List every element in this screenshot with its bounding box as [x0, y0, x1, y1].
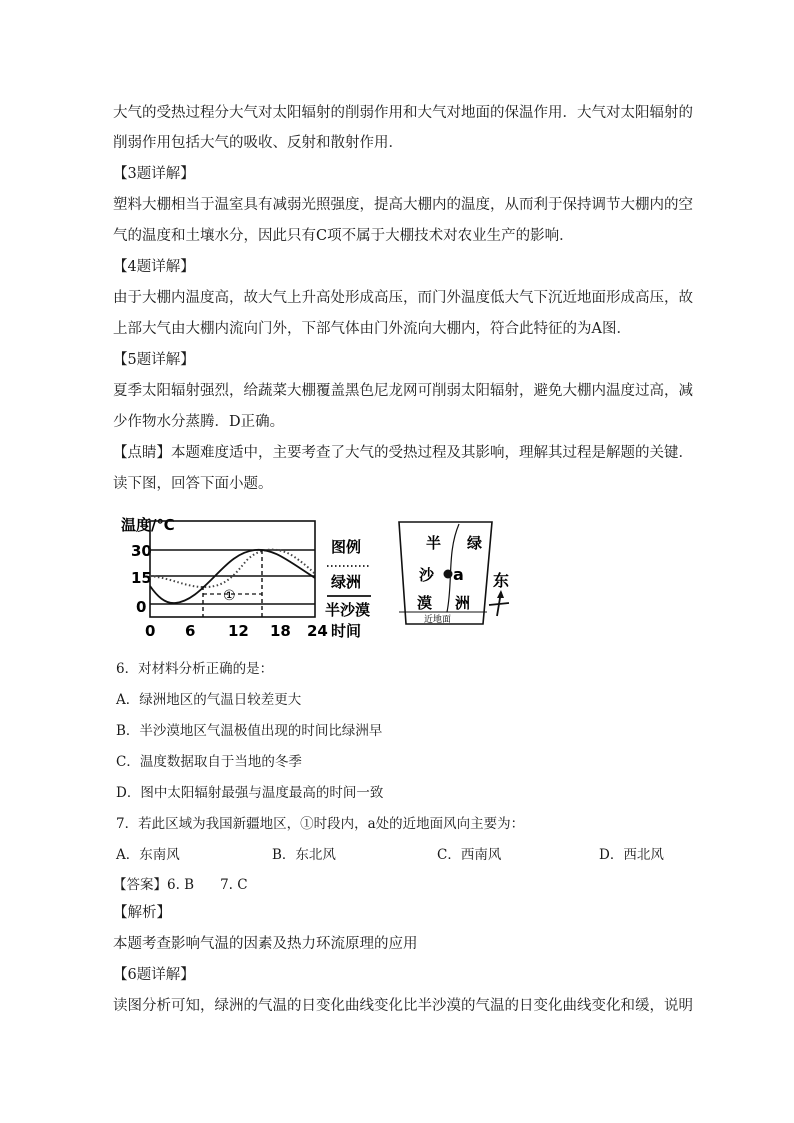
oasis-curve	[150, 550, 315, 587]
legend-title: 图例	[331, 538, 362, 556]
x-tick-label: 18	[270, 622, 291, 640]
east-label: 东	[493, 571, 510, 590]
map-oasis-char: 绿	[467, 534, 483, 552]
y-tick-label: 30	[131, 542, 152, 560]
question-6-stem: 6．对材料分析正确的是：	[116, 661, 274, 677]
question-7-stem: 7．若此区域为我国新疆地区，①时段内，a处的近地面风向主要为：	[116, 816, 525, 832]
x-tick-label: 0	[145, 622, 156, 640]
x-tick-label: 24	[307, 622, 328, 640]
y-tick-label: 15	[131, 569, 152, 587]
y-tick-label: 0	[136, 598, 147, 616]
map-desert-char: 沙	[419, 566, 435, 584]
x-tick-label: 6	[185, 622, 196, 640]
temperature-figure	[117, 512, 537, 644]
figure-instruction: 读下图，回答下面小题。	[113, 476, 273, 492]
analysis-intro: 本题考查影响气温的因素及热力环流原理的应用	[113, 936, 418, 952]
q6-option-a[interactable]: A．绿洲地区的气温日较差更大	[116, 692, 302, 708]
answer-tag: 【答案】	[113, 877, 167, 893]
paragraph-line: 削弱作用包括大气的吸收、反射和散射作用．	[113, 135, 403, 151]
period-mark: ①	[223, 588, 236, 604]
paragraph-line: 气的温度和土壤水分，因此只有C项不属于大棚技术对农业生产的影响．	[113, 228, 574, 244]
answer-6: 6. B	[167, 877, 195, 893]
q7-option-c[interactable]: C．西南风	[437, 847, 502, 863]
y-axis-label: 温度/℃	[121, 516, 175, 534]
north-arrow-cross	[489, 603, 509, 605]
section-heading: 【3题详解】	[113, 166, 195, 182]
q7-option-d[interactable]: D．西北风	[599, 847, 664, 863]
map-desert-char: 漠	[417, 594, 433, 612]
section-heading: 【5题详解】	[113, 352, 195, 368]
point-a-marker	[444, 570, 453, 579]
paragraph-line: 读图分析可知，绿洲的气温的日变化曲线变化比半沙漠的气温的日变化曲线变化和缓，说明	[113, 998, 693, 1014]
dianjing-note: 【点睛】本题难度适中，主要考查了大气的受热过程及其影响，理解其过程是解题的关键．	[113, 445, 693, 461]
analysis-tag: 【解析】	[113, 905, 171, 921]
q6-option-b[interactable]: B．半沙漠地区气温极值出现的时间比绿洲早	[116, 723, 383, 739]
answer-line	[113, 873, 248, 893]
paragraph-line: 上部大气由大棚内流向门外，下部气体由门外流向大棚内，符合此特征的为A图．	[113, 321, 631, 337]
q7-option-a[interactable]: A．东南风	[116, 847, 180, 863]
paragraph-line: 大气的受热过程分大气对太阳辐射的削弱作用和大气对地面的保温作用．大气对太阳辐射的	[113, 105, 693, 121]
q6-option-c[interactable]: C．温度数据取自于当地的冬季	[116, 754, 302, 770]
q7-option-b[interactable]: B．东北风	[272, 847, 336, 863]
north-arrow-head	[497, 590, 504, 598]
x-tick-label: 12	[228, 622, 249, 640]
section-heading: 【4题详解】	[113, 259, 195, 275]
paragraph-line: 夏季太阳辐射强烈，给蔬菜大棚覆盖黑色尼龙网可削弱太阳辐射，避免大棚内温度过高，减	[113, 383, 693, 399]
point-a-label: a	[453, 565, 464, 584]
paragraph-line: 塑料大棚相当于温室具有减弱光照强度，提高大棚内的温度，从而利于保持调节大棚内的空	[113, 197, 693, 213]
paragraph-line: 少作物水分蒸腾．D正确。	[113, 414, 285, 430]
x-axis-label: 时间	[331, 622, 362, 640]
map-ground-label: 近地面	[424, 615, 452, 625]
legend-desert: 半沙漠	[325, 601, 371, 619]
section-heading: 【6题详解】	[113, 967, 195, 983]
answer-7: 7. C	[220, 877, 248, 893]
map-oasis-char: 洲	[455, 594, 471, 612]
paragraph-line: 由于大棚内温度高，故大气上升高处形成高压，而门外温度低大气下沉近地面形成高压，故	[113, 290, 693, 306]
q6-option-d[interactable]: D．图中太阳辐射最强与温度最高的时间一致	[116, 785, 384, 801]
legend-oasis: 绿洲	[331, 573, 362, 591]
map-desert-char: 半	[426, 534, 442, 552]
